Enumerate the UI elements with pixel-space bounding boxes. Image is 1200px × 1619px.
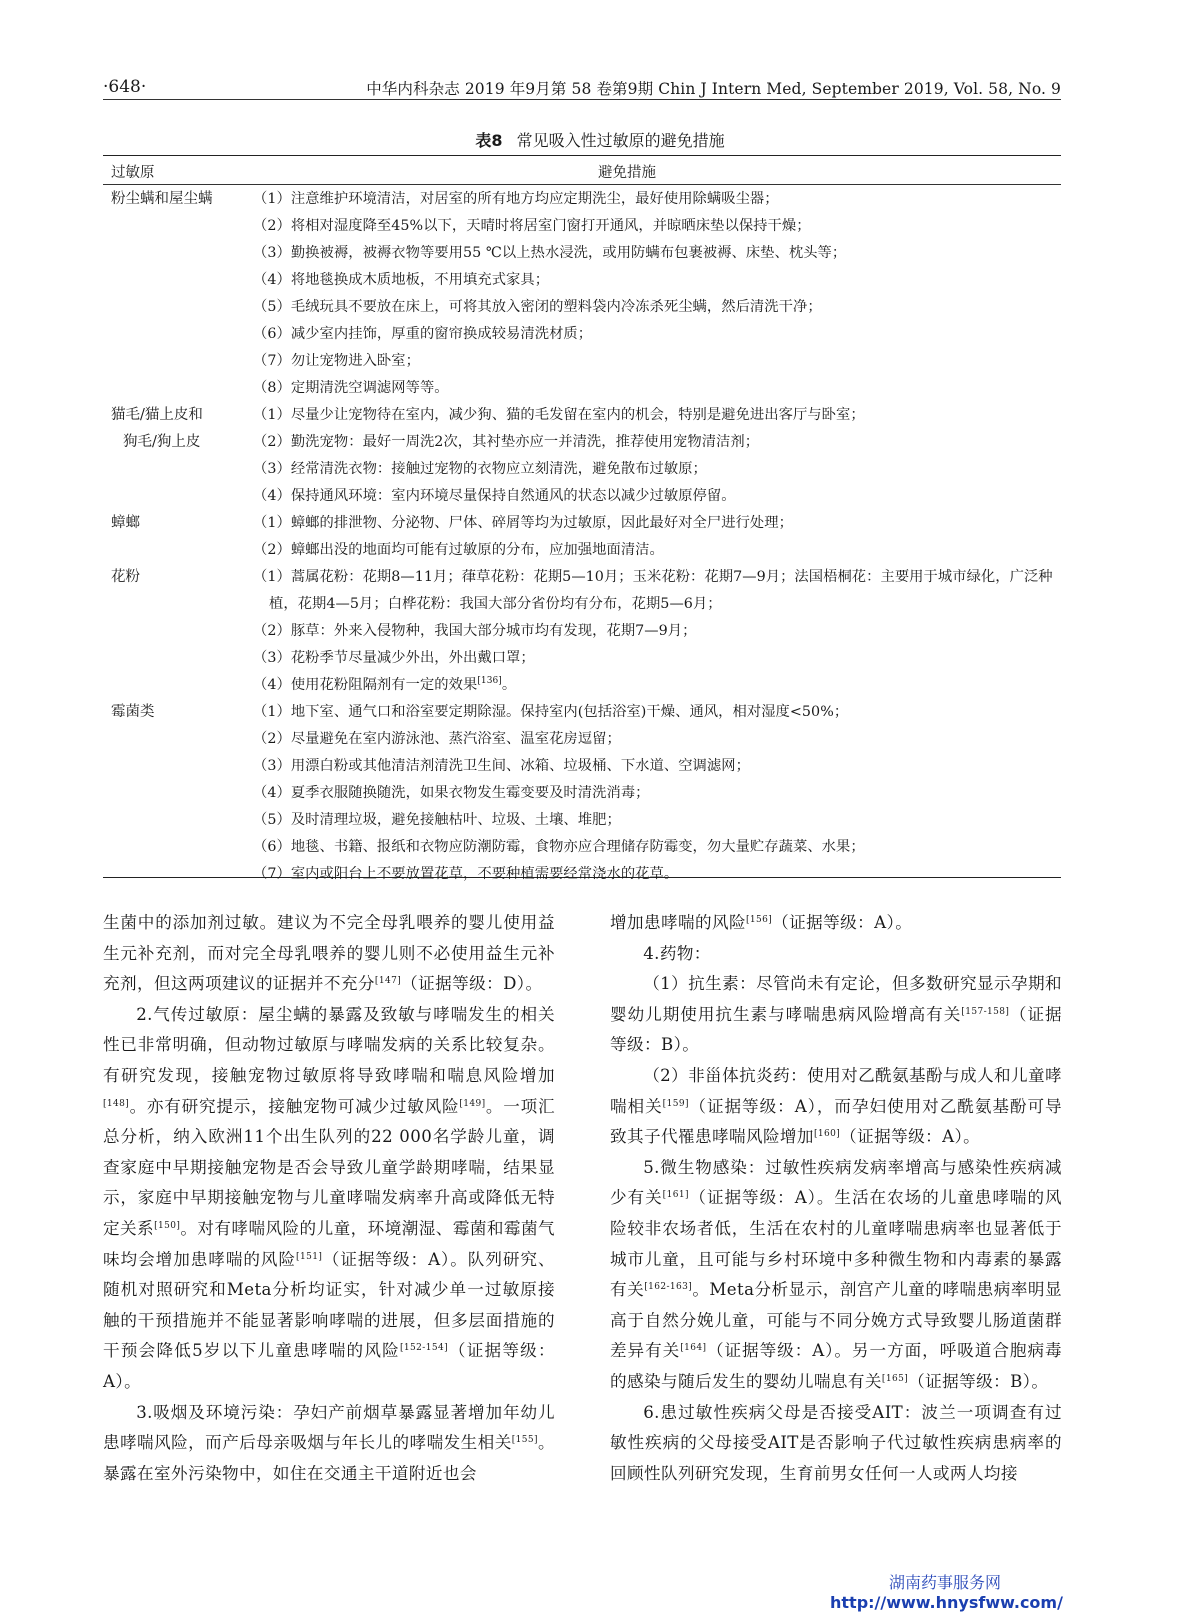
- citation-ref: [156]: [745, 915, 773, 925]
- measure-item: （3）经常清洗衣物：接触过宠物的衣物应立刻清洗，避免散布过敏原；: [253, 461, 707, 477]
- journal-citation: 中华内科杂志 2019 年9月第 58 卷第9期 Chin J Intern Med, September 2019, Vol. 58, No. 9: [366, 80, 1061, 98]
- citation-ref: [161]: [662, 1190, 689, 1201]
- measure-item: （4）夏季衣服随换随洗，如果衣物发生霉变要及时清洗消毒；: [253, 785, 650, 801]
- paragraph: 6.患过敏性疾病父母是否接受AIT：波兰一项调查有过敏性疾病的父母接受AIT是否影响子代过敏性疾病患病率的回顾性队列研究发现，生育前男女任何一人或两人均接: [610, 1402, 1062, 1483]
- measure-item: 植，花期4—5月；白桦花粉：我国大部分省份均有分布，花期5—6月；: [269, 596, 722, 612]
- citation-ref: [159]: [662, 1098, 689, 1109]
- row-allergen-label: 花粉: [111, 569, 140, 585]
- watermark: [830, 1570, 1063, 1612]
- measure-item: （4）使用花粉阻隔剂有一定的效果[136]。: [253, 676, 517, 693]
- citation-ref: [149]: [459, 1098, 486, 1109]
- column-header-measures: 避免措施: [598, 165, 656, 181]
- citation-ref: [150]: [154, 1220, 181, 1231]
- measure-item: （4）将地毯换成木质地板，不用填充式家具；: [253, 272, 550, 288]
- measure-item: （5）毛绒玩具不要放在床上，可将其放入密闭的塑料袋内冷冻杀死尘螨，然后清洗干净；: [253, 299, 822, 315]
- measure-item: （5）及时清理垃圾，避免接触枯叶、垃圾、土壤、堆肥；: [253, 812, 621, 828]
- table-number: 表8: [475, 131, 503, 150]
- citation-ref: [147]: [374, 976, 402, 987]
- measure-item: （2）蟑螂出没的地面均可能有过敏原的分布，应加强地面清洁。: [253, 542, 664, 558]
- row-allergen-label: 粉尘螨和屋尘螨: [111, 191, 213, 207]
- measure-item: （1）尽量少让宠物待在室内，减少狗、猫的毛发留在室内的机会，特别是避免进出客厅与卧室；: [253, 407, 865, 423]
- paragraph: 4.药物：: [643, 943, 711, 963]
- measure-item: （6）地毯、书籍、报纸和衣物应防潮防霉，食物亦应合理储存防霉变，勿大量贮存蔬菜、水果；: [253, 839, 865, 855]
- citation-ref: [148]: [103, 1098, 130, 1109]
- paragraph: 5.微生物感染：过敏性疾病发病率增高与感染性疾病减少有关[161]（证据等级：A）。生活在农场的儿童患哮喘的风险较非农场者低，生活在农村的儿童哮喘患病率也显著低于城市儿童，且可能与乡村环境中多种微生物和内毒素的暴露有关[162-163]。Meta分析显示，剖宫产儿童的哮喘患病率明显高于自然分娩儿童，可能与不同分娩方式导致婴儿肠道菌群差异有关[164]（证据等级：A）。另一方面，呼吸道合胞病毒的感染与随后发生的婴幼儿喘息有关[165]（证据等级：B）。: [610, 1157, 1063, 1391]
- measure-item: （3）用漂白粉或其他清洁剂清洗卫生间、冰箱、垃圾桶、下水道、空调滤网；: [253, 758, 750, 774]
- citation-ref: [160]: [813, 1129, 841, 1140]
- running-header: [103, 75, 1061, 100]
- citation-ref: [165]: [881, 1373, 909, 1384]
- row-allergen-label-line2: 狗毛/狗上皮: [123, 434, 201, 450]
- measure-item: （2）将相对湿度降至45%以下，天晴时将居室门窗打开通风，并晾晒床垫以保持干燥；: [253, 218, 811, 234]
- citation-ref: [162-163]: [644, 1282, 693, 1293]
- measure-item: （1）蟑螂的排泄物、分泌物、尸体、碎屑等均为过敏原，因此最好对全尸进行处理；: [253, 515, 793, 531]
- column-header-allergen: 过敏原: [111, 165, 155, 181]
- citation-ref: [164]: [680, 1343, 707, 1354]
- header-rule: [103, 184, 1061, 185]
- measure-item: （3）勤换被褥，被褥衣物等要用55 ℃以上热水浸洗，或用防螨布包裹被褥、床垫、枕头等；: [253, 245, 847, 261]
- measure-item: （3）花粉季节尽量减少外出，外出戴口罩；: [253, 650, 535, 666]
- paragraph: （1）抗生素：尽管尚未有定论，但多数研究显示孕期和婴幼儿期使用抗生素与哮喘患病风险增高有关[157-158]（证据等级：B）。: [610, 974, 1063, 1055]
- citation-ref: [157-158]: [961, 1006, 1010, 1017]
- row-allergen-label: 蟑螂: [111, 515, 140, 531]
- citation-ref: [152-154]: [400, 1343, 449, 1354]
- paragraph: 2.气传过敏原：屋尘螨的暴露及致敏与哮喘发生的相关性已非常明确，但动物过敏原与哮喘发病的关系比较复杂。有研究发现，接触宠物过敏原将导致哮喘和喘息风险增加[148]。亦有研究提示，接触宠物可减少过敏风险[149]。一项汇总分析，纳入欧洲11个出生队列的22 000名学龄儿童，调查家庭中早期接触宠物是否会导致儿童学龄期哮喘，结果显示，家庭中早期接触宠物与儿童哮喘发病率升高或降低无特定关系[150]。对有哮喘风险的儿童，环境潮湿、霉菌和霉菌气味均会增加患哮喘的风险[151]（证据等级：A）。队列研究、随机对照研究和Meta分析均证实，针对减少单一过敏原接触的干预措施并不能显著影响哮喘的进展，但多层面措施的干预会降低5岁以下儿童患哮喘的风险[152-154]（证据等级：A）。: [103, 1004, 556, 1391]
- citation-ref: [155]: [511, 1435, 538, 1446]
- paragraph: 增加患哮喘的风险[156]（证据等级：A）。: [610, 913, 913, 932]
- measure-item: （2）勤洗宠物：最好一周洗2次，其衬垫亦应一并清洗，推荐使用宠物清洁剂；: [253, 434, 760, 450]
- paragraph: （2）非甾体抗炎药：使用对乙酰氨基酚与成人和儿童哮喘相关[159]（证据等级：A），而孕妇使用对乙酰氨基酚可导致其子代罹患哮喘风险增加[160]（证据等级：A）。: [610, 1065, 1063, 1147]
- paragraph: 生菌中的添加剂过敏。建议为不完全母乳喂养的婴儿使用益生元补充剂，而对完全母乳喂养的婴儿则不必使用益生元补充剂，但这两项建议的证据并不充分[147]（证据等级：D）。: [103, 913, 555, 994]
- row-allergen-label: 猫毛/猫上皮和: [111, 407, 203, 423]
- measure-item: （2）豚草：外来入侵物种，我国大部分城市均有发现，花期7—9月；: [253, 623, 697, 639]
- measure-item: （6）减少室内挂饰，厚重的窗帘换成较易清洗材质；: [253, 326, 593, 342]
- measure-item: （7）室内或阳台上不要放置花草，不要种植需要经常浇水的花草。: [253, 866, 679, 882]
- watermark-site-name: 湖南药事服务网: [888, 1573, 1001, 1592]
- body-column-right: [610, 908, 1062, 1489]
- measure-item: （8）定期清洗空调滤网等等。: [253, 380, 449, 396]
- body-column-left: [103, 908, 555, 1489]
- measure-item: （1）蒿属花粉：花期8—11月；葎草花粉：花期5—10月；玉米花粉：花期7—9月；法国梧桐花：主要用于城市绿化，广泛种: [253, 569, 1053, 585]
- citation-ref: [136]: [477, 676, 502, 686]
- table-title: 常见吸入性过敏原的避免措施: [516, 131, 725, 150]
- row-allergen-label: 霉菌类: [111, 704, 155, 720]
- measure-item: （7）勿让宠物进入卧室；: [253, 353, 420, 369]
- paragraph: 3.吸烟及环境污染：孕妇产前烟草暴露显著增加年幼儿患哮喘风险，而产后母亲吸烟与年长儿的哮喘发生相关[155]。暴露在室外污染物中，如住在交通主干道附近也会: [103, 1402, 555, 1483]
- allergen-avoidance-table: [103, 155, 1061, 882]
- table-caption: [0, 128, 1200, 151]
- citation-ref: [151]: [296, 1251, 323, 1262]
- measure-item: （1）注意维护环境清洁，对居室的所有地方均应定期洗尘，最好使用除螨吸尘器；: [253, 191, 779, 207]
- page-number: ·648·: [103, 77, 147, 97]
- measure-item: （2）尽量避免在室内游泳池、蒸汽浴室、温室花房逗留；: [253, 731, 621, 747]
- measure-item: （1）地下室、通气口和浴室要定期除湿。保持室内(包括浴室)干燥、通风，相对湿度<50%；: [253, 704, 849, 720]
- watermark-url: http://www.hnysfww.com/: [830, 1593, 1063, 1612]
- measure-item: （4）保持通风环境：室内环境尽量保持自然通风的状态以减少过敏原停留。: [253, 488, 736, 504]
